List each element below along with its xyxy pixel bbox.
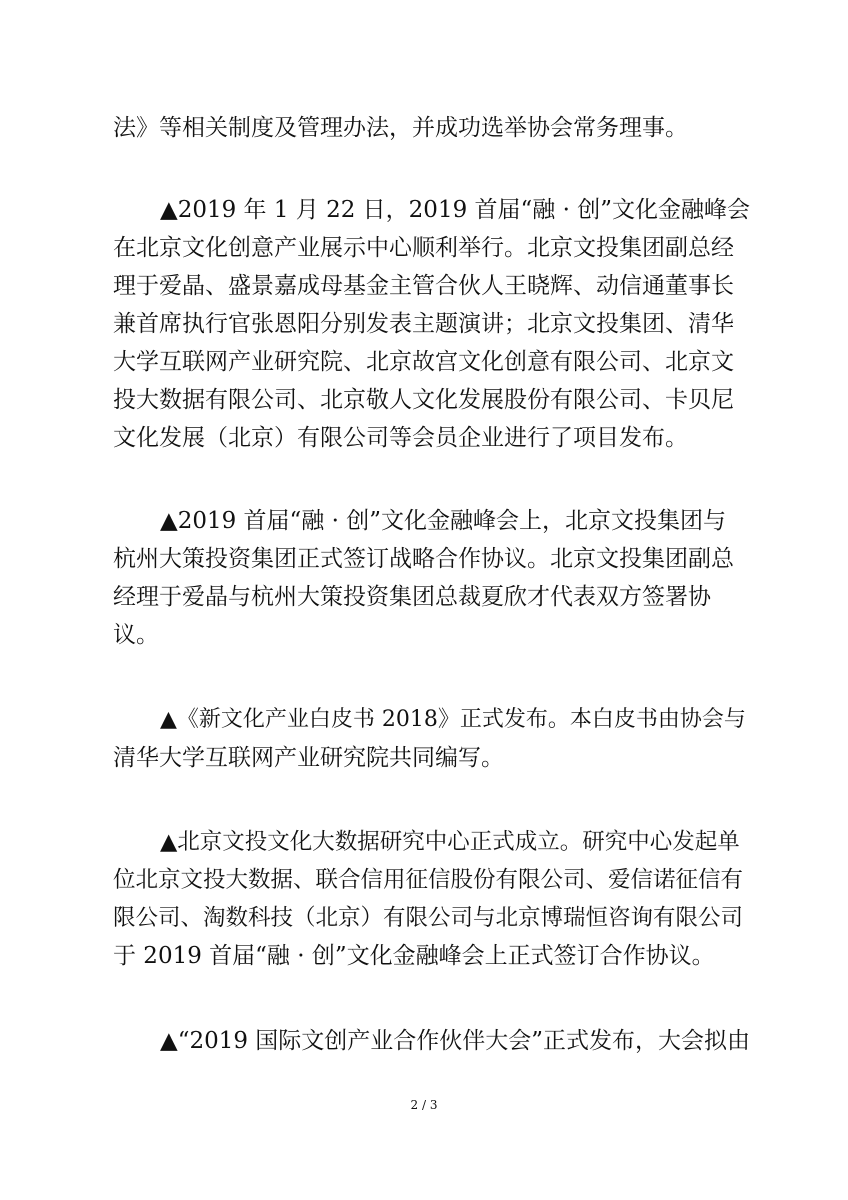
text-line xyxy=(0,228,848,268)
text-line xyxy=(0,936,848,976)
text-line xyxy=(0,342,848,382)
text-line xyxy=(0,1021,848,1061)
text-line xyxy=(0,501,848,541)
line-text: 文化发展（北京）有限公司等会员企业进行了项目发布。 xyxy=(113,425,688,451)
text-line xyxy=(0,700,848,740)
text-line xyxy=(0,380,848,420)
text-line xyxy=(0,577,848,617)
line-text: 法》等相关制度及管理办法，并成功选举协会常务理事。 xyxy=(113,115,688,141)
line-text: 在北京文化创意产业展示中心顺利举行。北京文投集团副总经 xyxy=(113,235,734,261)
line-text: ▲《新文化产业白皮书 2018》正式发布。本白皮书由协会与 xyxy=(160,707,746,732)
line-text: 兼首席执行官张恩阳分别发表主题演讲；北京文投集团、清华 xyxy=(113,311,734,337)
text-line xyxy=(0,539,848,579)
text-line xyxy=(0,418,848,458)
text-line xyxy=(0,190,848,230)
line-text: ▲北京文投文化大数据研究中心正式成立。研究中心发起单 xyxy=(160,829,740,855)
text-line xyxy=(0,738,848,778)
line-text: 于 2019 首届“融 · 创”文化金融峰会上正式签订合作协议。 xyxy=(113,943,715,969)
line-text: ▲2019 首届“融 · 创”文化金融峰会上，北京文投集团与 xyxy=(160,508,726,534)
text-line xyxy=(0,822,848,862)
text-line xyxy=(0,266,848,306)
line-text: 投大数据有限公司、北京敬人文化发展股份有限公司、卡贝尼 xyxy=(113,387,734,413)
line-text: 经理于爱晶与杭州大策投资集团总裁夏欣才代表双方签署协 xyxy=(113,584,711,610)
line-text: 限公司、淘数科技（北京）有限公司与北京博瑞恒咨询有限公司 xyxy=(113,905,744,931)
line-text: ▲“2019 国际文创产业合作伙伴大会”正式发布，大会拟由 xyxy=(160,1028,751,1054)
line-text: 位北京文投大数据、联合信用征信股份有限公司、爱信诺征信有 xyxy=(113,867,744,893)
text-line xyxy=(0,304,848,344)
text-line xyxy=(0,860,848,900)
text-line xyxy=(0,615,848,655)
line-text: 大学互联网产业研究院、北京故宫文化创意有限公司、北京文 xyxy=(113,349,734,375)
line-text: 杭州大策投资集团正式签订战略合作协议。北京文投集团副总 xyxy=(113,546,734,572)
page-number: 2 / 3 xyxy=(410,1098,438,1112)
line-text: 清华大学互联网产业研究院共同编写。 xyxy=(113,745,504,771)
text-line xyxy=(0,108,848,148)
line-text: 议。 xyxy=(113,622,159,648)
text-line xyxy=(0,898,848,938)
line-text: ▲2019 年 1 月 22 日，2019 首届“融 · 创”文化金融峰会 xyxy=(160,197,750,223)
line-text: 理于爱晶、盛景嘉成母基金主管合伙人王晓辉、动信通董事长 xyxy=(113,273,734,299)
